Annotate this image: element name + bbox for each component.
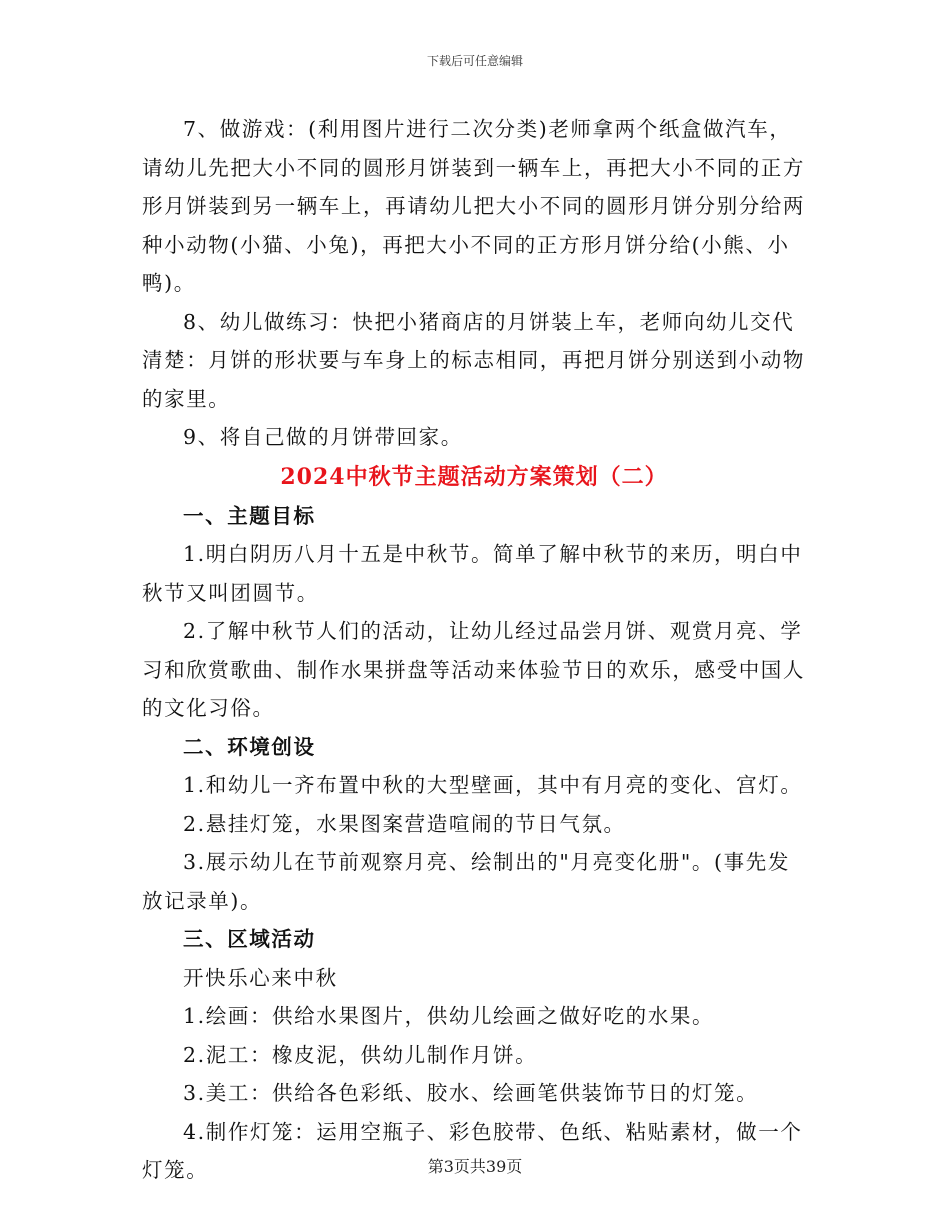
area-item-4: 4.制作灯笼：运用空瓶子、彩色胶带、色纸、粘贴素材，做一个灯笼。 [142, 1119, 803, 1182]
goal-item-2: 2.了解中秋节人们的活动，让幼儿经过品尝月饼、观赏月亮、学习和欣赏歌曲、制作水果拼盘等活动来体验节日的欢乐，感受中国人的文化习俗。 [142, 619, 805, 720]
document-body [142, 110, 806, 1190]
section-title: 2024中秋节主题活动方案策划（二） [280, 463, 668, 490]
page-footer: 第3页共39页 [427, 1157, 523, 1176]
area-item-2: 2.泥工：橡皮泥，供幼儿制作月饼。 [183, 1042, 538, 1067]
environment-item-3: 3.展示幼儿在节前观察月亮、绘制出的"月亮变化册"。(事先发放记录单)。 [142, 850, 790, 913]
paragraph-item-8: 8、幼儿做练习：快把小猪商店的月饼装上车，老师向幼儿交代清楚：月饼的形状要与车身上的标志相同，再把月饼分别送到小动物的家里。 [142, 309, 805, 411]
paragraph-item-9: 9、将自己做的月饼带回家。 [183, 425, 463, 449]
goal-item-1: 1.明白阴历八月十五是中秋节。简单了解中秋节的来历，明白中秋节又叫团圆节。 [142, 542, 803, 605]
paragraph-item-7: 7、做游戏：(利用图片进行二次分类)老师拿两个纸盒做汽车，请幼儿先把大小不同的圆形月饼装到一辆车上，再把大小不同的正方形月饼装到另一辆车上，再请幼儿把大小不同的圆形月饼分别分给两种小动物(小猫、小兔)，再把大小不同的正方形月饼分给(小熊、小鸭)。 [142, 117, 805, 295]
area-subtitle: 开快乐心来中秋 [183, 965, 338, 990]
environment-item-2: 2.悬挂灯笼，水果图案营造喧闹的节日气氛。 [183, 811, 626, 836]
heading-environment: 二、环境创设 [183, 734, 316, 759]
area-item-3: 3.美工：供给各色彩纸、胶水、绘画笔供装饰节日的灯笼。 [183, 1081, 759, 1105]
environment-item-1: 1.和幼儿一齐布置中秋的大型壁画，其中有月亮的变化、宫灯。 [183, 773, 803, 797]
heading-theme-goals: 一、主题目标 [183, 503, 316, 528]
area-item-1: 1.绘画：供给水果图片，供幼儿绘画之做好吃的水果。 [183, 1004, 715, 1028]
heading-area-activities: 三、区域活动 [183, 927, 316, 951]
page-header: 下载后可任意编辑 [426, 54, 523, 68]
